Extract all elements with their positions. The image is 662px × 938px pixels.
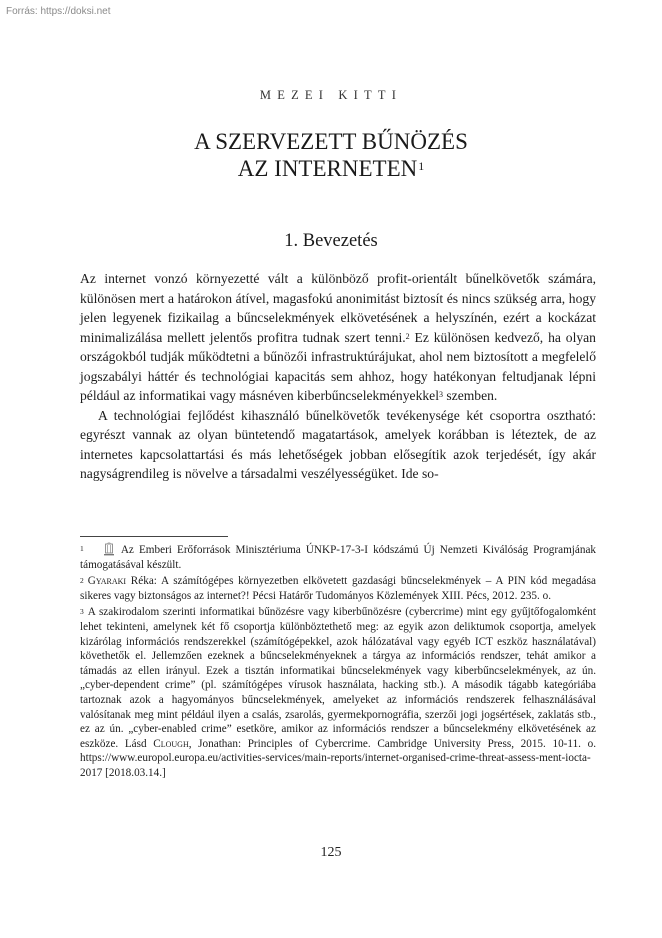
section-heading: 1. Bevezetés [284, 231, 378, 251]
footnote-2 [80, 574, 596, 603]
footnote-1-mark: 1 [80, 544, 84, 553]
paragraph-1 [80, 269, 596, 406]
footnote-ref-3: 3 [438, 390, 443, 399]
body-text [80, 269, 596, 484]
footnote-3-mark: 3 [80, 607, 84, 617]
author-name: MEZEI KITTI [259, 88, 403, 102]
footnotes [80, 542, 596, 783]
source-watermark: Forrás: https://doksi.net [6, 6, 111, 17]
footnote-1 [80, 542, 596, 572]
footnote-2-text: Réka: A számítógépes környezetben elkövetett gazdasági bűncselekmények – A PIN kód megadása sikeres vagy biztonságos az internet?! Pécsi Határőr Tudományos Közlemények XIII. Pécs, 2012. 235. o. [80, 575, 596, 602]
footnote-2-author: Gyaraki [87, 575, 127, 588]
footnote-3 [80, 605, 596, 780]
title-line-2-text: AZ INTERNETEN [237, 156, 418, 181]
unkp-logo-icon [103, 542, 115, 556]
title-line-1: A SZERVEZETT BŰNÖZÉS [194, 129, 468, 154]
paragraph-2: A technológiai fejlődést kihasználó bűnelkövetők tevékenysége két csoportra osztható: egyrészt vannak az olyan büntetendő magatartások, amelyek korábban is léteztek, de az internetes kapcsolattartási és más lehetőségek jobban elősegítik azok terjedését, így akár nagyságrendileg is növelve a társadalmi veszélyességüket. Ide so- [80, 407, 596, 481]
title-line-2 [0, 155, 662, 182]
paragraph-1-part-a: Az internet vonzó környezetté vált a különböző profit-orientált bűnelkövetők számára, különösen mert a határokon átível, magasfokú anonimitást biztosít és nincs szükség arra, hogy jelen legyenek fizikailag a bűncselekmények elkövetésének a helyszínén, ezért a kockázat minimalizálása mellett jelentős profitra tudnak szert tenni. [80, 271, 596, 345]
footnote-3-text-a: A szakirodalom szerinti informatikai bűnözésre vagy kiberbűnözésre (cybercrime) mint egy gyűjtőfogalomként lehet tekinteni, amelynek két fő csoportja különböztethető meg: az egyik azon deliktumok csoportja, amelyek kizárólag információs rendszerekkel (számítógépekkel, azok hálózatával vagy egyéb ICT eszköz használatával) követhetők el. Jellemzően ezeknek a bűncselekményeknek a tárgya az információs rendszer, tehát amikor a támadás az ellen irányul. Ezek a tisztán informatikai bűncselekmények vagy kiberbűncselekmények, az ún. „cyber-dependent crime” (pl. számítógépes vírusok használata, hacking stb.). A második tágabb kategóriába tartoznak azok a hagyományos bűncselekmények, amelyeket az információs rendszerek felhasználásával valósítanak meg mint például ilyen a csalás, zsarolás, gyermekpornográfia, szerzői jogi jogsértések, zaklatás stb., ez az ún. „cyber-enabled crime” esetköre, amikor az információs rendszer a bűncselekmény elkövetésének az eszköze. Lásd [80, 606, 596, 750]
page-number: 125 [320, 845, 342, 860]
footnote-3-author: Clough [153, 737, 189, 750]
title-footnote-ref: 1 [418, 159, 425, 173]
paragraph-1-part-b: Ez különösen kedvező, ha olyan országokból tudják működtetni a bűnözői infrastruktúrájukat, ahol nem biztosított a megfelelő jogszabályi háttér és technológiai kapacitás sem ahhoz, hogy hatékonyan feltudjanak lépni például az informatikai vagy másnéven kiberbűncselekményekkel [80, 329, 596, 403]
footnote-1-text: Az Emberi Erőforrások Minisztériuma ÚNKP-17-3-I kódszámú Új Nemzeti Kiválóság Programjának támogatásával készült. [80, 544, 596, 571]
paragraph-1-part-c: szemben. [442, 388, 498, 403]
footnote-2-mark: 2 [80, 576, 84, 586]
footnote-3-text-b: , Jonathan: Principles of Cybercrime. Cambridge University Press, 2015. 10-11. o. https://www.europol.europa.eu/activities-services/main-reports/internet-organised-crime-threat-assess-ment-iocta-2017 [2018.03.14.] [80, 737, 597, 779]
article-title [0, 128, 662, 182]
footnote-ref-2: 2 [405, 331, 410, 341]
footnote-divider [80, 536, 228, 537]
